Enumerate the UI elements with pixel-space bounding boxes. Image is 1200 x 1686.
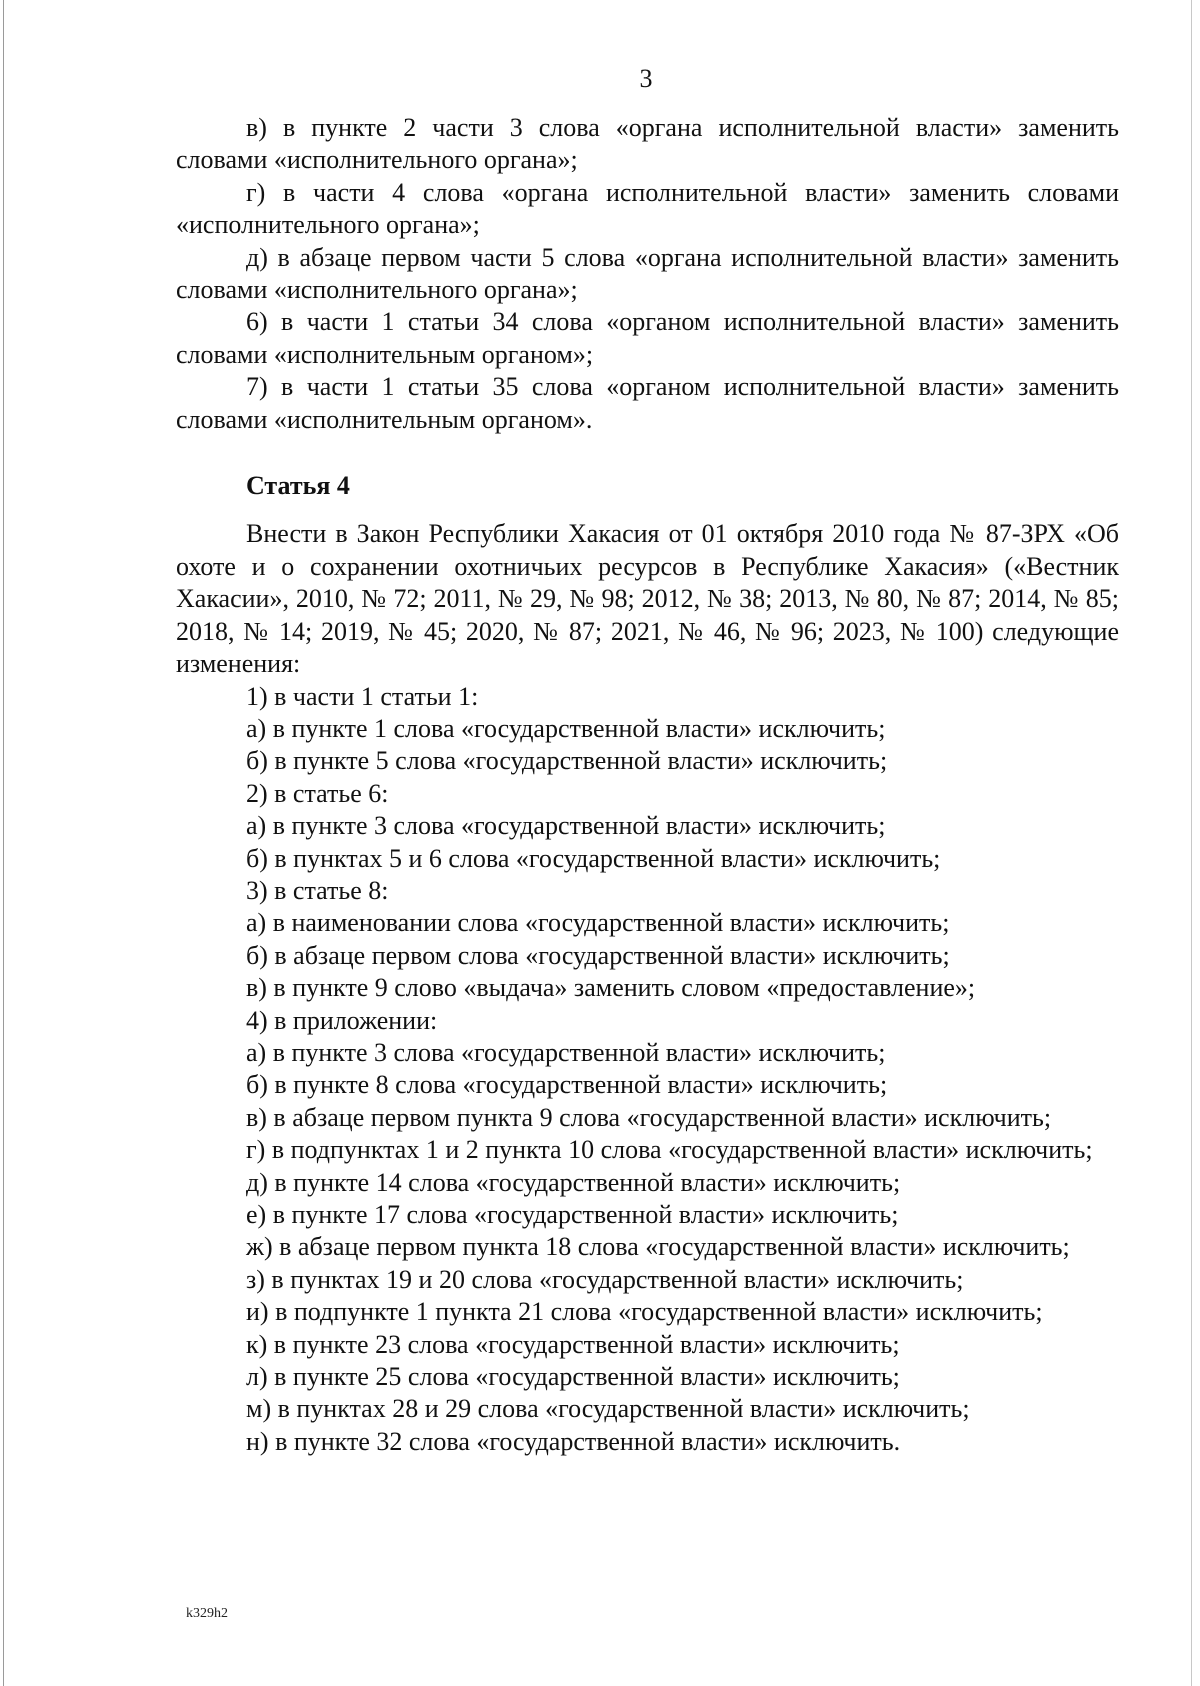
paragraph: ж) в абзаце первом пункта 18 слова «государственной власти» исключить; xyxy=(246,1232,1070,1262)
paragraph: б) в пунктах 5 и 6 слова «государственной власти» исключить; xyxy=(246,843,941,873)
paragraph: г) в части 4 слова «органа исполнительной власти» заменить словами «исполнительного органа»; xyxy=(176,177,1119,240)
paragraph: к) в пункте 23 слова «государственной власти» исключить; xyxy=(246,1329,900,1359)
paragraph: а) в пункте 3 слова «государственной власти» исключить; xyxy=(246,1037,886,1067)
paragraph: г) в подпунктах 1 и 2 пункта 10 слова «государственной власти» исключить; xyxy=(246,1135,1093,1165)
paragraph: н) в пункте 32 слова «государственной власти» исключить. xyxy=(246,1426,901,1456)
document-body xyxy=(176,112,1119,1458)
paragraph: л) в пункте 25 слова «государственной власти» исключить; xyxy=(246,1362,900,1392)
paragraph: д) в пункте 14 слова «государственной власти» исключить; xyxy=(246,1167,901,1197)
paragraph: 7) в части 1 статьи 35 слова «органом исполнительной власти» заменить словами «исполнительным органом». xyxy=(176,372,1119,434)
paragraph: в) в пункте 2 части 3 слова «органа исполнительной власти» заменить словами «исполнительного органа»; xyxy=(176,113,1119,175)
document-code: k329h2 xyxy=(186,1606,228,1621)
paragraph: 4) в приложении: xyxy=(246,1005,438,1035)
paragraph: м) в пунктах 28 и 29 слова «государственной власти» исключить; xyxy=(246,1394,970,1424)
paragraph: а) в пункте 1 слова «государственной власти» исключить; xyxy=(246,713,886,743)
paragraph: а) в пункте 3 слова «государственной власти» исключить; xyxy=(246,811,886,841)
paragraph: а) в наименовании слова «государственной власти» исключить; xyxy=(246,908,950,938)
paragraph: е) в пункте 17 слова «государственной власти» исключить; xyxy=(246,1200,899,1229)
paragraph: з) в пунктах 19 и 20 слова «государственной власти» исключить; xyxy=(246,1264,964,1294)
article-heading: Статья 4 xyxy=(246,471,350,501)
paragraph: 3) в статье 8: xyxy=(246,875,389,905)
paragraph: и) в подпункте 1 пункта 21 слова «государственной власти» исключить; xyxy=(246,1297,1043,1327)
paragraph: б) в пункте 8 слова «государственной власти» исключить; xyxy=(246,1070,888,1100)
page-number: 3 xyxy=(639,64,653,93)
paragraph: 1) в части 1 статьи 1: xyxy=(246,681,479,711)
paragraph: б) в абзаце первом слова «государственной власти» исключить; xyxy=(246,940,950,970)
paragraph: д) в абзаце первом части 5 слова «органа исполнительной власти» заменить словами «исполнительного органа»; xyxy=(176,242,1119,305)
paragraph: в) в пункте 9 слово «выдача» заменить словом «предоставление»; xyxy=(246,973,976,1003)
paragraph: 2) в статье 6: xyxy=(246,778,389,808)
scan-right-edge xyxy=(1191,0,1192,1686)
paragraph: 6) в части 1 статьи 34 слова «органом исполнительной власти» заменить словами «исполнительным органом»; xyxy=(176,307,1119,369)
paragraph: Внести в Закон Республики Хакасия от 01 октября 2010 года № 87-ЗРХ «Об охоте и о сохранении охотничьих ресурсов в Республике Хакасия» («Вестник Хакасии», 2010, № 72; 2011, № 29, № 98; 2012, № 38; 2013, № 80, № 87; 2014, № 85; 2018, № 14; 2019, № 45; 2020, № 87; 2021, № 46, № 96; 2023, № 100) следующие изменения: xyxy=(176,519,1119,679)
paragraph: в) в абзаце первом пункта 9 слова «государственной власти» исключить; xyxy=(246,1102,1052,1132)
paragraph: б) в пункте 5 слова «государственной власти» исключить; xyxy=(246,746,888,776)
scan-left-edge xyxy=(3,0,4,1686)
